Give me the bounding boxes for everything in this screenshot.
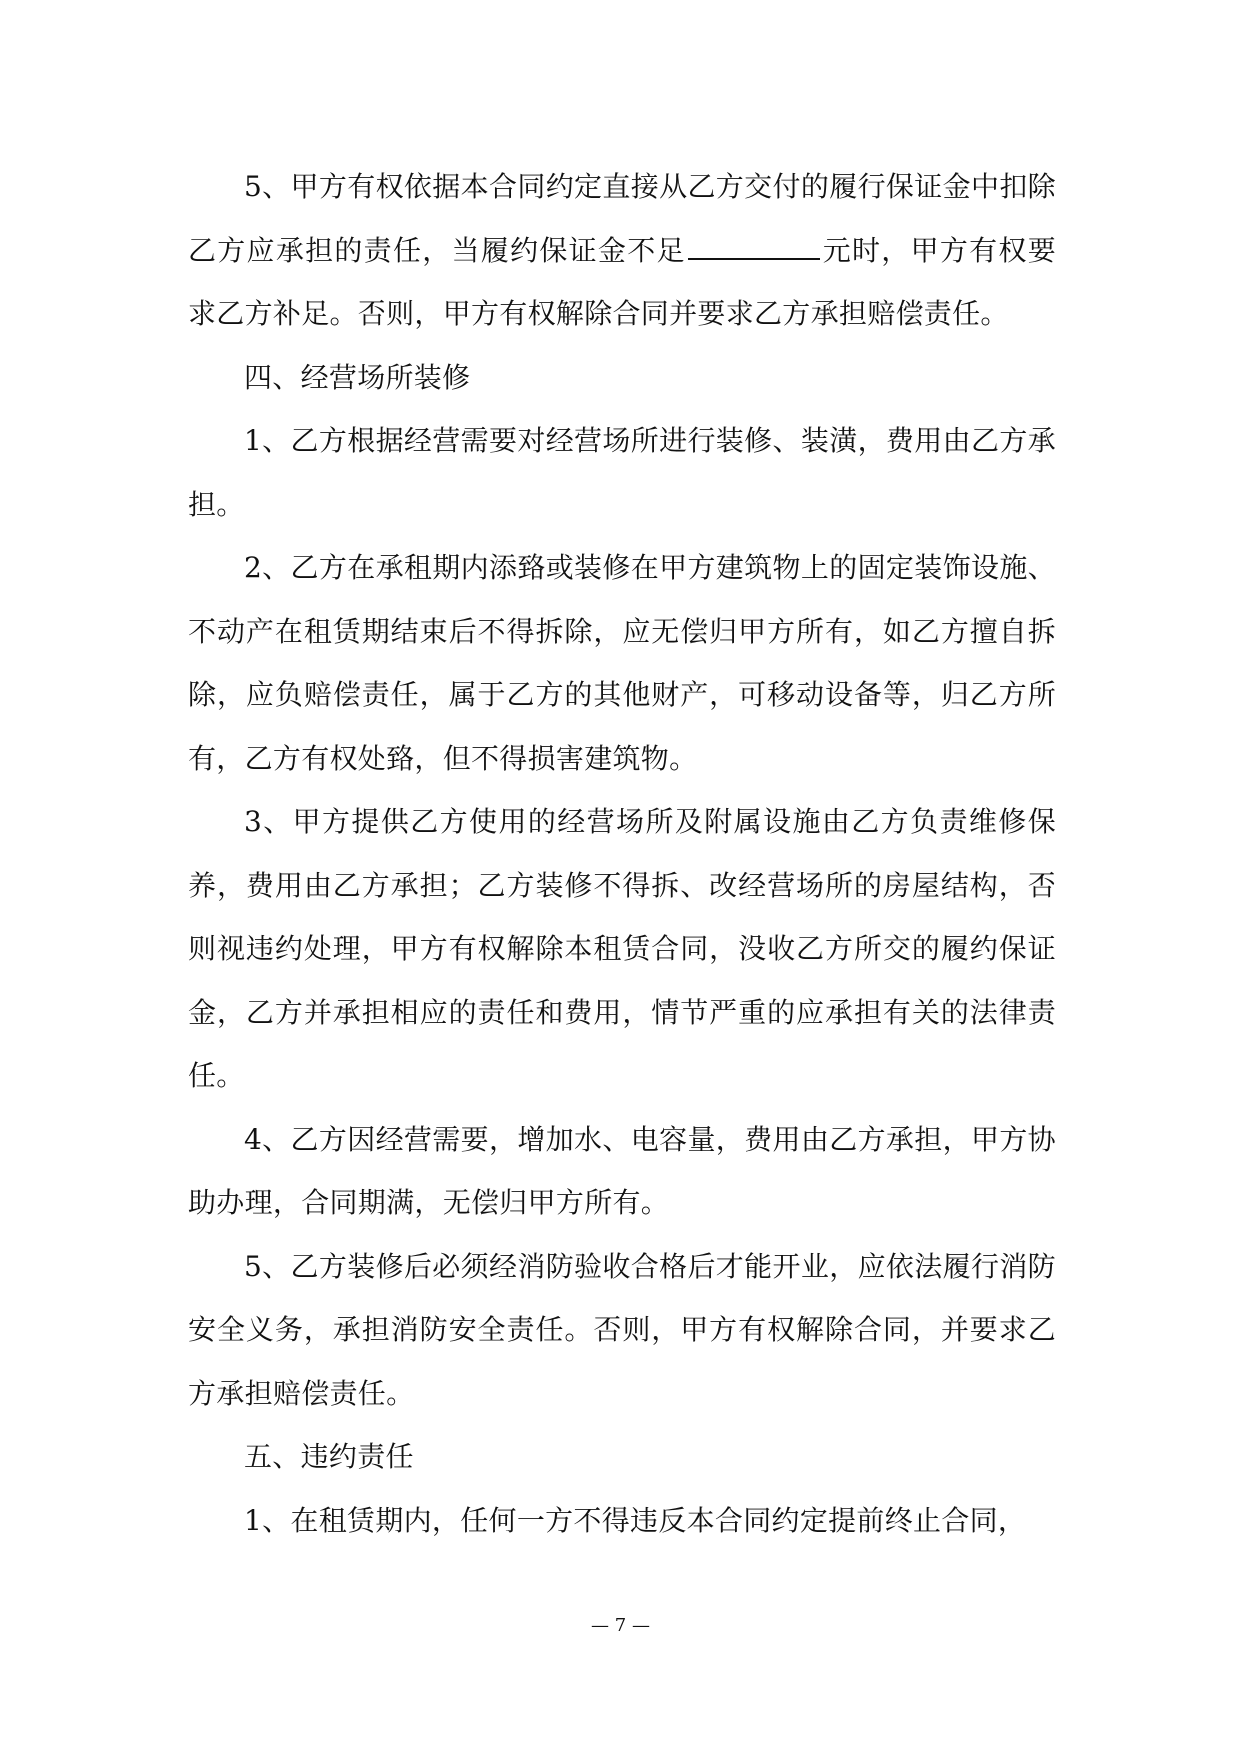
paragraph-text-after-blank: 元时，甲方有权要求乙方补足。否则，甲方有权解除合同并要求乙方承担赔偿责任。 <box>188 233 1057 330</box>
page-number: — 7 — <box>591 1615 650 1636</box>
paragraph-renovation-cost: 1、乙方根据经营需要对经营场所进行装修、装潢，费用由乙方承担。 <box>188 424 1056 521</box>
paragraph-early-termination: 1、在租赁期内，任何一方不得违反本合同约定提前终止合同， <box>244 1503 1027 1537</box>
paragraph-maintenance: 3、甲方提供乙方使用的经营场所及附属设施由乙方负责维修保养，费用由乙方承担；乙方装修不得拆、改经营场所的房屋结构，否则视违约处理，甲方有权解除本租赁合同，没收乙方所交的履约保证金，乙方并承担相应的责任和费用，情节严重的应承担有关的法律责任。 <box>188 805 1056 1092</box>
paragraph-fixed-fixtures: 2、乙方在承租期内添臵或装修在甲方建筑物上的固定装饰设施、不动产在租赁期结束后不得拆除，应无偿归甲方所有，如乙方擅自拆除，应负赔偿责任，属于乙方的其他财产，可移动设备等，归乙方所有，乙方有权处臵，但不得损害建筑物。 <box>188 551 1056 775</box>
section-heading-renovation: 四、经营场所装修 <box>244 360 471 394</box>
section-heading-liability: 五、违约责任 <box>244 1440 414 1473</box>
paragraph-text-before-blank: 5、甲方有权依据本合同约定直接从乙方交付的履行保证金中扣除乙方应承担的责任，当履约保证金不足 <box>188 170 1056 267</box>
fill-in-blank-amount[interactable] <box>688 232 820 260</box>
document-body <box>188 155 1056 1552</box>
paragraph-utilities: 4、乙方因经营需要，增加水、电容量，费用由乙方承担，甲方协助办理，合同期满，无偿归甲方所有。 <box>188 1122 1056 1219</box>
paragraph-fire-safety: 5、乙方装修后必须经消防验收合格后才能开业，应依法履行消防安全义务，承担消防安全责任。否则，甲方有权解除合同，并要求乙方承担赔偿责任。 <box>188 1249 1056 1410</box>
paragraph-deposit-deduction <box>188 155 1056 346</box>
